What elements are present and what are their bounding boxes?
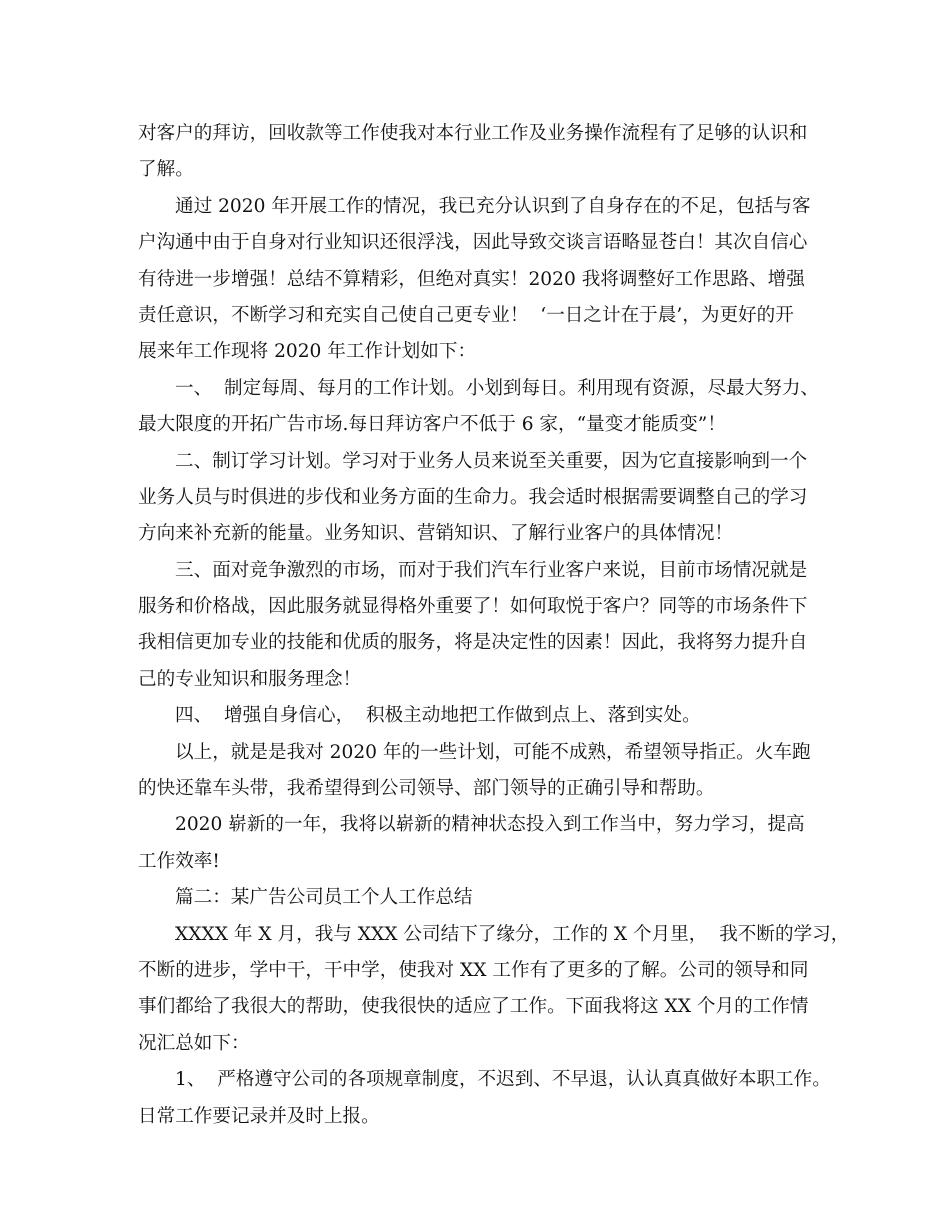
text-line: 事们都给了我很大的帮助，使我很快的适应了工作。下面我将这 XX 个月的工作情 [138, 996, 809, 1018]
text-line: 1、 严格遵守公司的各项规章制度，不迟到、不早退，认认真真做好本职工作。 [175, 1069, 831, 1091]
text-line: 工作效率! [138, 850, 220, 872]
text-line: 己的专业知识和服务理念！ [138, 668, 362, 690]
text-line: 三、面对竞争激烈的市场，而对于我们汽车行业客户来说，目前市场情况就是 [175, 559, 808, 581]
text-line: 责任意识，不断学习和充实自己使自己更专业！ ‘一日之计在于晨’，为更好的开 [138, 304, 794, 326]
text-line: 方向来补充新的能量。业务知识、营销知识、了解行业客户的具体情况！ [138, 523, 734, 545]
text-line: 户沟通中由于自身对行业知识还很浮浅，因此导致交谈言语略显苍白！其次自信心 [138, 232, 808, 254]
text-line: 业务人员与时俱进的步伐和业务方面的生命力。我会适时根据需要调整自己的学习 [138, 486, 808, 508]
text-line: 以上，就是是我对 2020 年的一些计划，可能不成熟，希望领导指正。火车跑 [175, 741, 811, 763]
document-body [138, 116, 850, 1135]
text-line: 我相信更加专业的技能和优质的服务，将是决定性的因素！因此，我将努力提升自 [138, 632, 808, 654]
text-line: 最大限度的开拓广告市场.每日拜访客户不低于 6 家，“量变才能质变”！ [138, 414, 726, 436]
text-line: 二、制订学习计划。学习对于业务人员来说至关重要，因为它直接影响到一个 [175, 450, 808, 472]
text-line: 四、 增强自身信心， 积极主动地把工作做到点上、落到实处。 [175, 705, 701, 727]
text-line: XXXX 年 X 月，我与 XXX 公司结下了缘分，工作的 X 个月里， 我不断的学习， [175, 923, 850, 945]
text-line: 篇二：某广告公司员工个人工作总结 [175, 887, 473, 909]
text-line: 2020 崭新的一年，我将以崭新的精神状态投入到工作当中，努力学习，提高 [175, 814, 805, 836]
text-line: 的快还靠车头带，我希望得到公司领导、部门领导的正确引导和帮助。 [138, 778, 715, 800]
text-line: 一、 制定每周、每月的工作计划。小划到每日。利用现有资源，尽最大努力、 [175, 377, 820, 399]
text-line: 通过 2020 年开展工作的情况，我已充分认识到了自身存在的不足，包括与客 [175, 195, 811, 217]
text-line: 了解。 [138, 159, 194, 181]
text-line: 对客户的拜访，回收款等工作使我对本行业工作及业务操作流程有了足够的认识和 [138, 123, 808, 144]
text-line: 展来年工作现将 2020 年工作计划如下： [138, 341, 477, 363]
text-line: 不断的进步，学中干，干中学，使我对 XX 工作有了更多的了解。公司的领导和同 [138, 959, 809, 981]
text-line: 服务和价格战，因此服务就显得格外重要了！如何取悦于客户？同等的市场条件下 [138, 596, 808, 618]
text-line: 日常工作要记录并及时上报。 [138, 1105, 380, 1127]
text-line: 况汇总如下： [138, 1032, 250, 1054]
text-line: 有待进一步增强！总结不算精彩，但绝对真实！2020 我将调整好工作思路、增强 [138, 268, 805, 290]
